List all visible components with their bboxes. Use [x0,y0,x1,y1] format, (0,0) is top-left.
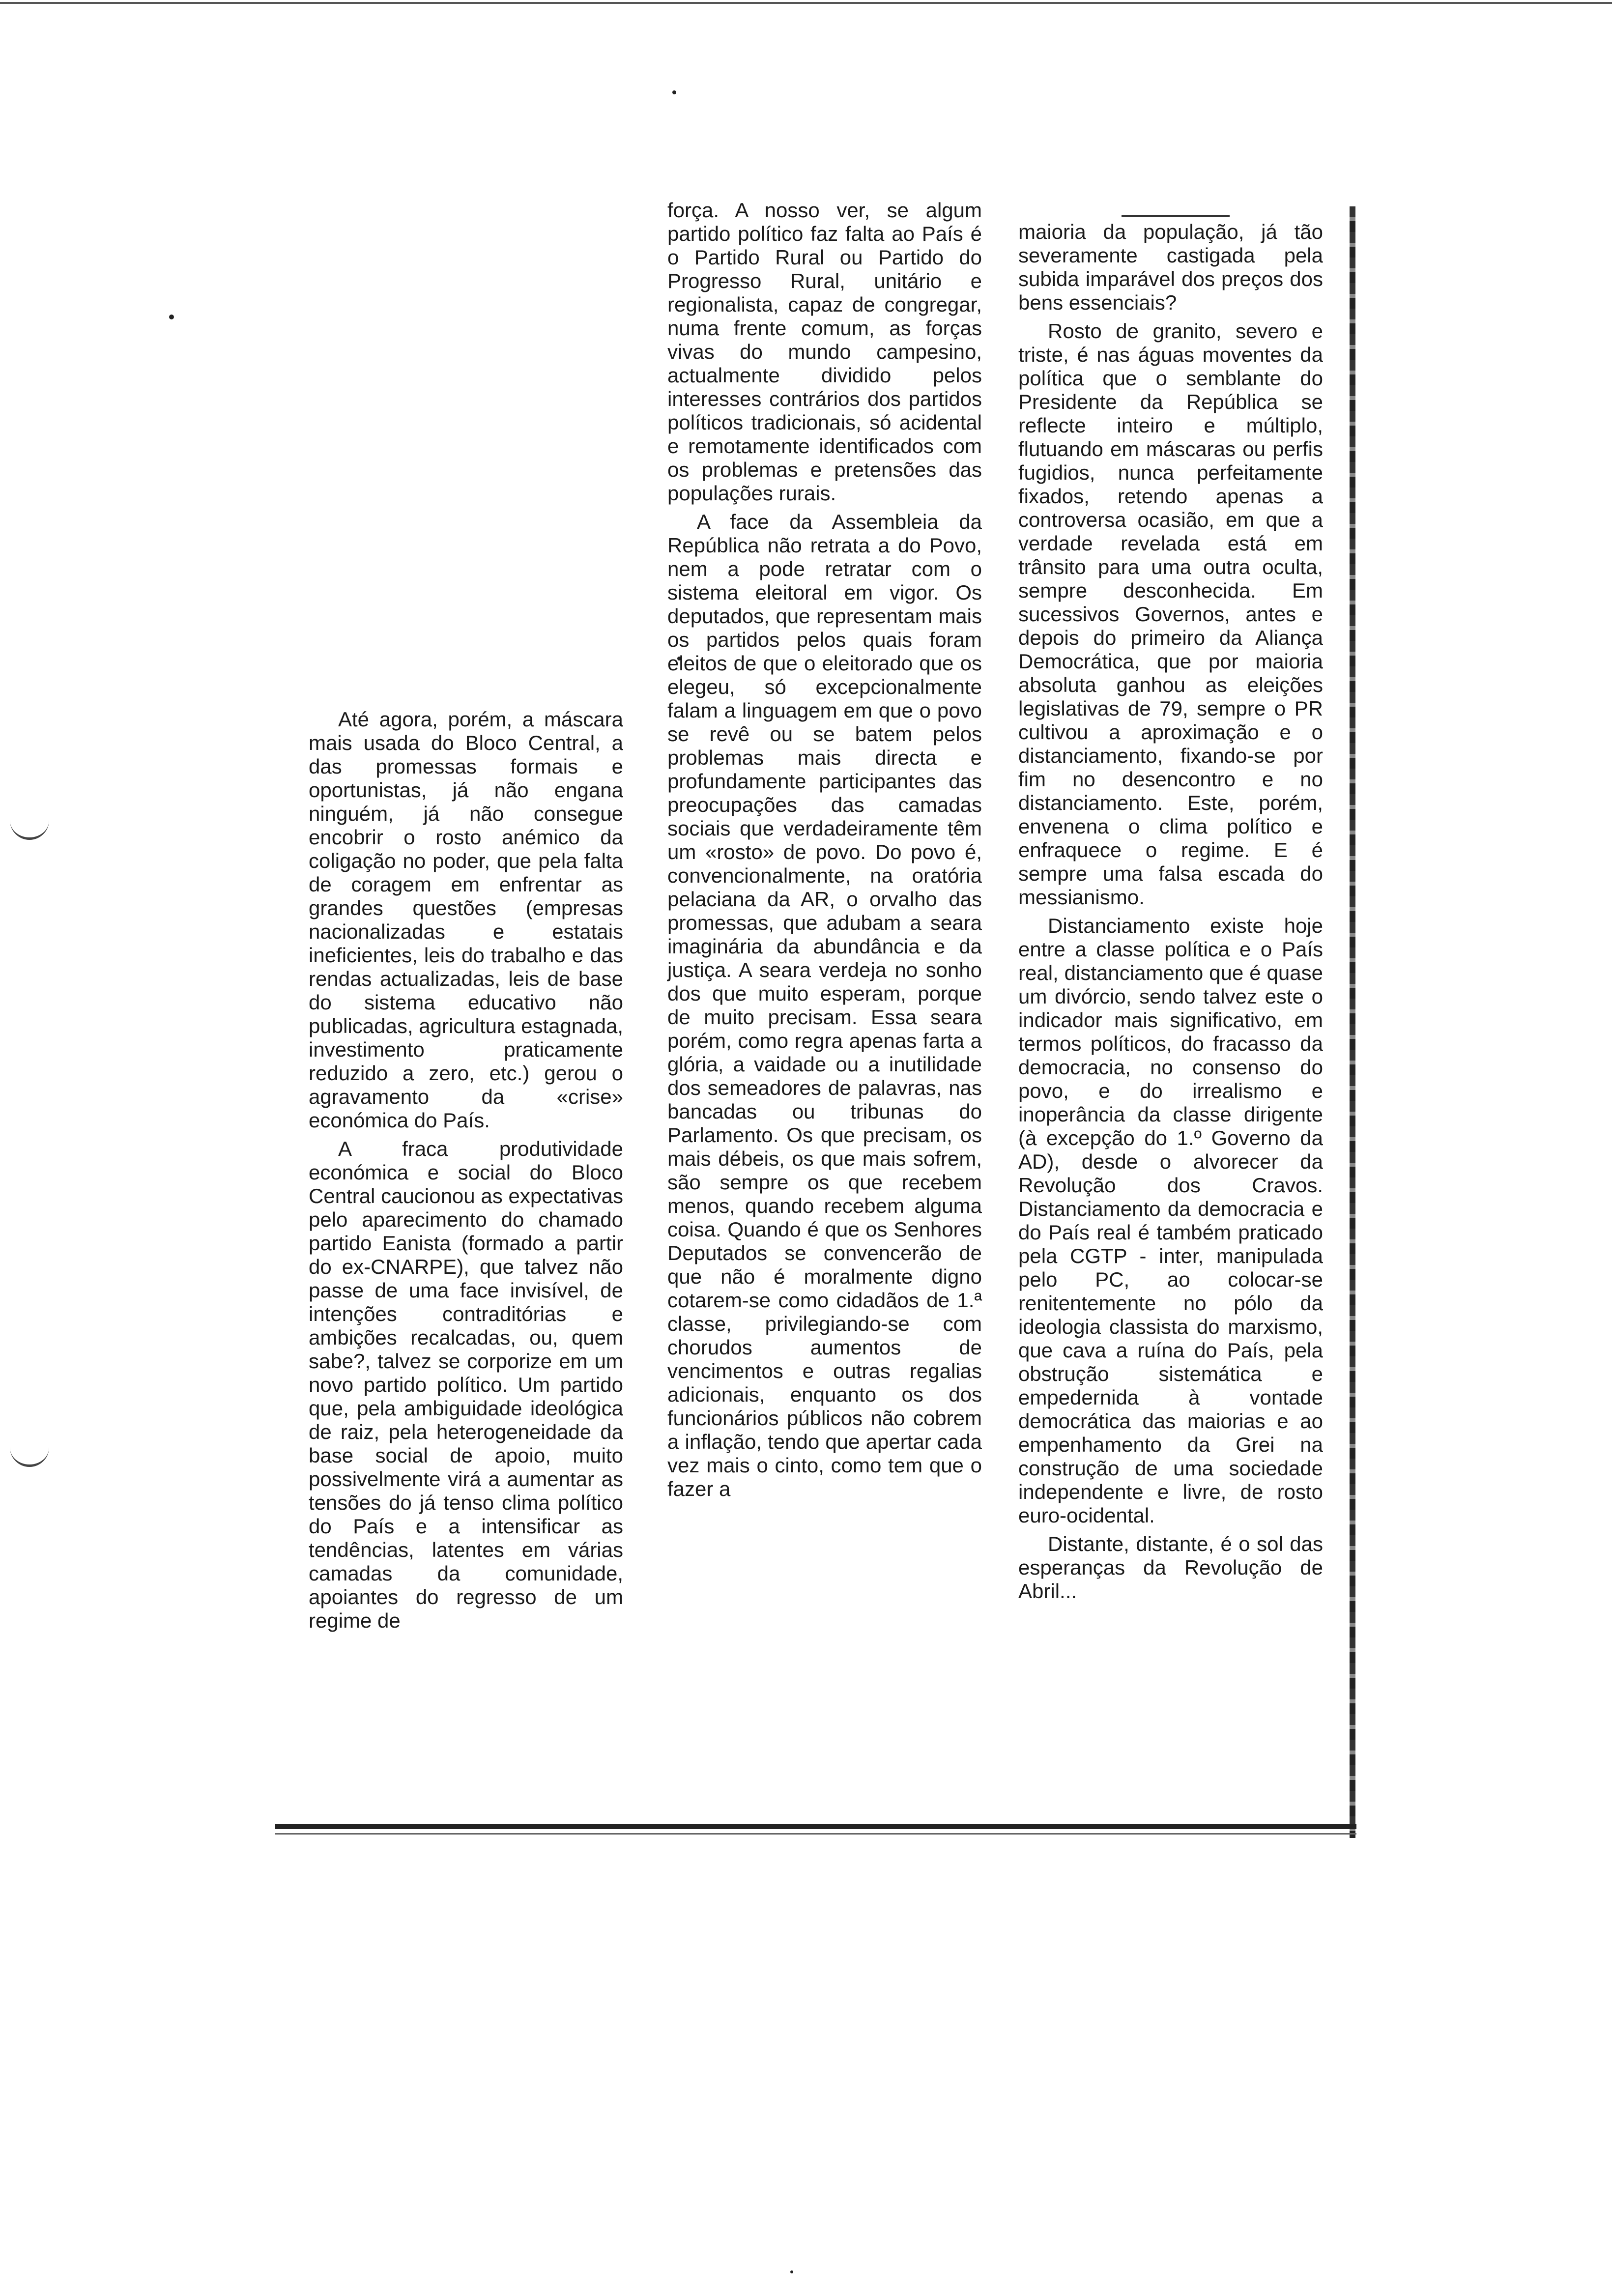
clipping-bottom-rule [275,1824,1356,1829]
clipping-right-edge [1350,206,1355,1838]
paragraph: A fraca produtividade económica e social do Bloco Central caucionou as expectativas pelo aparecimento do chamado partido Eanista (formado a partir do ex-CNARPE), que talvez não passe de uma face invisível, de intenções contraditórias e ambições recalcadas, ou, quem sabe?, talvez se corporize em um novo partido político. Um partido que, pela ambiguidade ideológica de raiz, pela heterogeneidade da base social de apoio, muito possivelmente virá a aumentar as tensões do já tenso clima político do País e a intensificar as tendências, latentes em várias camadas da comunidade, apoiantes do regresso de um regime de [309,1137,623,1632]
page-top-edge [0,2,1612,4]
paragraph: Distanciamento existe hoje entre a classe política e o País real, distanciamento que é quase um divórcio, sendo talvez este o indicador mais significativo, em termos políticos, do fracasso da democracia, no consenso do povo, e do irrealismo e inoperância da classe dirigente (à excepção do 1.º Governo da AD), desde o alvorecer da Revolução dos Cravos. Distanciamento da democracia e do País real é também praticado pela CGTP - inter, manipulada pelo PC, ao colocar-se renitentemente no pólo da ideologia classista do marxismo, que cava a ruína do País, pela obstrução sistemática e empedernida à vontade democrática das maiorias e ao empenhamento da Grei na construção de uma sociedade independente e livre, de rosto euro-ocidental. [1018,914,1323,1527]
scan-speck [790,2270,793,2273]
scan-speck [169,315,174,319]
punch-hole-mark [10,1445,49,1467]
paragraph: Rosto de granito, severo e triste, é nas águas moventes da política que o semblante do Presidente da República se reflecte inteiro e múltiplo, flutuando em máscaras ou perfis fugidios, nunca perfeitamente fixados, retendo apenas a controversa ocasião, em que a verdade revelada está em trânsito para uma outra oculta, sempre desconhecida. Em sucessivos Governos, antes e depois do primeiro da Aliança Democrática, que por maioria absoluta ganhou as eleições legislativas de 79, sempre o PR cultivou a aproximação e o distanciamento, fixando-se por fim no desencontro e no distanciamento. Este, porém, envenena o clima político e enfraquece o regime. E é sempre uma falsa escada do messianismo. [1018,319,1323,909]
paragraph: A face da Assembleia da República não retrata a do Povo, nem a pode retratar com o sistema eleitoral em vigor. Os deputados, que representam mais os partidos pelos quais foram eleitos de que o eleitorado que os elegeu, só excepcionalmente falam a linguagem em que o povo se revê ou se batem pelos problemas mais directa e profundamente participantes das preocupações das camadas sociais que verdadeiramente têm um «rosto» de povo. Do povo é, convencionalmente, na oratória pelaciana da AR, o orvalho das promessas, que adubam a seara imaginária da abundância e da justiça. A seara verdeja no sonho dos que muito esperam, porque de muito precisam. Essa seara porém, como regra apenas farta a glória, a vaidade ou a inutilidade dos semeadores de palavras, nas bancadas ou tribunas do Parlamento. Os que precisam, os mais débeis, os que mais sofrem, são sempre os que recebem menos, quando recebem alguma coisa. Quando é que os Senhores Deputados se convencerão de que não é moralmente digno cotarem-se como cidadãos de 1.ª classe, privilegiando-se com chorudos aumentos de vencimentos e outras regalias adicionais, enquanto os dos funcionários públicos não cobrem a inflação, tendo que apertar cada vez mais o cinto, como tem que o fazer a [667,510,982,1500]
punch-hole-mark [10,818,49,840]
clipping-bottom-rule-thin [275,1833,1356,1835]
paragraph: maioria da população, já tão severamente castigada pela subida imparável dos preços dos bens essenciais? [1018,220,1323,314]
paragraph: Distante, distante, é o sol das esperanças da Revolução de Abril... [1018,1532,1323,1603]
column-divider-rule [1122,215,1230,217]
article-column-1 [309,708,623,1633]
article-column-3 [1018,220,1323,1603]
article-column-2 [667,199,982,1501]
scan-speck [672,90,676,94]
paragraph: Até agora, porém, a máscara mais usada do Bloco Central, a das promessas formais e oportunistas, já não engana ninguém, já não consegue encobrir o rosto anémico da coligação no poder, que pela falta de coragem em enfrentar as grandes questões (empresas nacionalizadas e estatais ineficientes, leis do trabalho e das rendas actualizadas, leis de base do sistema educativo não publicadas, agricultura estagnada, investimento praticamente reduzido a zero, etc.) gerou o agravamento da «crise» económica do País. [309,708,623,1132]
paragraph: força. A nosso ver, se algum partido político faz falta ao País é o Partido Rural ou Partido do Progresso Rural, unitário e regionalista, capaz de congregar, numa frente comum, as forças vivas do mundo campesino, actualmente dividido pelos interesses contrários dos partidos políticos tradicionais, só acidental e remotamente identificados com os problemas e pretensões das populações rurais. [667,199,982,505]
